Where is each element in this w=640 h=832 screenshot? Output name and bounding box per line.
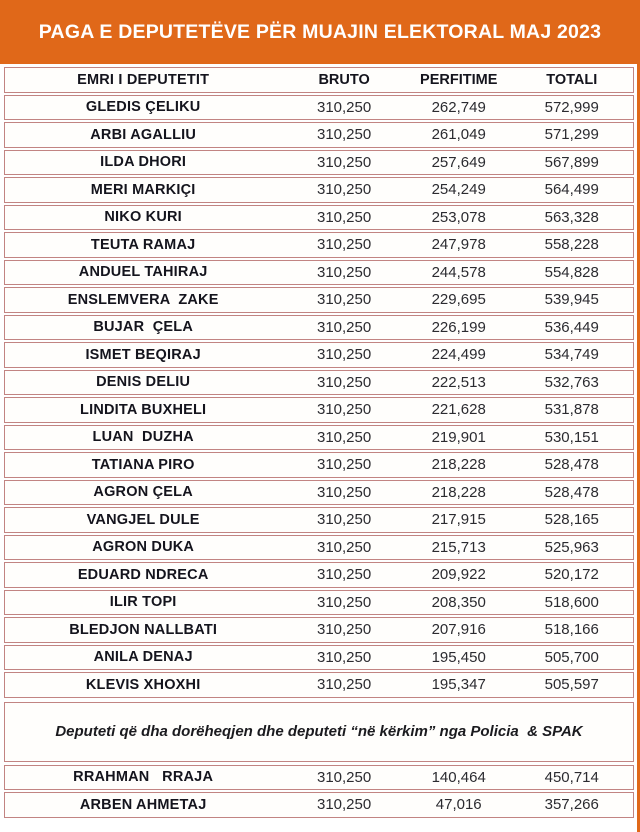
table-row: [4, 562, 634, 588]
deputy-name: ARBI AGALLIU: [90, 126, 197, 143]
bruto-value: 310,250: [316, 236, 372, 254]
bruto-value: 310,250: [316, 676, 372, 694]
bruto-value: 310,250: [316, 291, 372, 309]
totali-value: 528,165: [544, 511, 599, 529]
table-row: [4, 425, 634, 451]
totali-value: 518,166: [544, 621, 599, 639]
bruto-value: 310,250: [316, 98, 372, 116]
deputy-name: ANILA DENAJ: [93, 649, 193, 666]
totali-value: 571,299: [544, 126, 599, 144]
table-row: [4, 507, 634, 533]
bruto-value: 310,250: [316, 648, 372, 666]
perfitime-value: 257,649: [431, 153, 486, 171]
deputy-name: VANGJEL DULE: [86, 511, 200, 528]
deputies-salary-table: [4, 67, 634, 818]
perfitime-value: 218,228: [431, 456, 486, 474]
totali-value: 567,899: [544, 153, 599, 171]
deputy-name: BUJAR ÇELA: [93, 319, 193, 336]
note-text: Deputeti që dha dorëheqjen dhe deputeti “në kërkim” nga Policia & SPAK: [55, 723, 583, 740]
table-row: [4, 535, 634, 561]
bruto-value: 310,250: [316, 483, 372, 501]
table-row: [4, 397, 634, 423]
perfitime-value: 208,350: [431, 593, 486, 611]
perfitime-value: 261,049: [431, 126, 486, 144]
table-row: [4, 122, 634, 148]
bruto-value: 310,250: [316, 153, 372, 171]
totali-value: 539,945: [544, 291, 599, 309]
bruto-value: 310,250: [316, 263, 372, 281]
deputy-name: DENIS DELIU: [96, 374, 191, 391]
bruto-value: 310,250: [316, 318, 372, 336]
column-header-totali: TOTALI: [546, 71, 598, 88]
bruto-value: 310,250: [316, 621, 372, 639]
table-row: [4, 150, 634, 176]
perfitime-value: 222,513: [431, 373, 486, 391]
totali-value: 534,749: [544, 346, 599, 364]
totali-value: 536,449: [544, 318, 599, 336]
table-row: [4, 645, 634, 671]
deputy-name: GLEDIS ÇELIKU: [85, 99, 201, 116]
table-row: [4, 287, 634, 313]
deputy-name: RRAHMAN RRAJA: [73, 769, 214, 786]
deputy-name: ARBEN AHMETAJ: [79, 796, 207, 813]
perfitime-value: 195,347: [431, 676, 486, 694]
bruto-value: 310,250: [316, 593, 372, 611]
table-row: [4, 260, 634, 286]
bruto-value: 310,250: [316, 373, 372, 391]
perfitime-value: 209,922: [431, 566, 486, 584]
bruto-value: 310,250: [316, 428, 372, 446]
perfitime-value: 224,499: [431, 346, 486, 364]
deputy-name: AGRON DUKA: [92, 539, 195, 556]
totali-value: 518,600: [544, 593, 599, 611]
perfitime-value: 221,628: [431, 401, 486, 419]
deputy-name: MERI MARKIÇI: [90, 181, 196, 198]
totali-value: 450,714: [544, 768, 599, 786]
bruto-value: 310,250: [316, 126, 372, 144]
bruto-value: 310,250: [316, 346, 372, 364]
table-row: [4, 590, 634, 616]
table-row: [4, 672, 634, 698]
totali-value: 505,597: [544, 676, 599, 694]
deputy-name: ENSLEMVERA ZAKE: [67, 291, 219, 308]
page-title: PAGA E DEPUTETËVE PËR MUAJIN ELEKTORAL MAJ 2023: [0, 0, 640, 64]
column-header-bruto: BRUTO: [318, 71, 370, 88]
table-row: [4, 617, 634, 643]
totali-value: 563,328: [544, 208, 599, 226]
perfitime-value: 195,450: [431, 648, 486, 666]
table-row: [4, 765, 634, 791]
bruto-value: 310,250: [316, 538, 372, 556]
totali-value: 554,828: [544, 263, 599, 281]
totali-value: 572,999: [544, 98, 599, 116]
bruto-value: 310,250: [316, 511, 372, 529]
deputy-name: KLEVIS XHOXHI: [85, 676, 201, 693]
bruto-value: 310,250: [316, 456, 372, 474]
perfitime-value: 253,078: [431, 208, 486, 226]
totali-value: 357,266: [544, 796, 599, 814]
bruto-value: 310,250: [316, 566, 372, 584]
column-header-perfitime: PERFITIME: [420, 71, 498, 88]
bruto-value: 310,250: [316, 208, 372, 226]
table-extra-body: [4, 765, 634, 818]
deputy-name: AGRON ÇELA: [93, 484, 193, 501]
perfitime-value: 244,578: [431, 263, 486, 281]
deputy-name: LUAN DUZHA: [92, 429, 194, 446]
table-row: [4, 792, 634, 818]
table-header-row: [4, 67, 634, 93]
perfitime-value: 254,249: [431, 181, 486, 199]
totali-value: 564,499: [544, 181, 599, 199]
perfitime-value: 218,228: [431, 483, 486, 501]
bruto-value: 310,250: [316, 401, 372, 419]
table-row: [4, 205, 634, 231]
totali-value: 520,172: [544, 566, 599, 584]
table-row: [4, 480, 634, 506]
totali-value: 531,878: [544, 401, 599, 419]
table-row: [4, 342, 634, 368]
deputy-name: LINDITA BUXHELI: [80, 401, 207, 418]
table-row: [4, 95, 634, 121]
perfitime-value: 229,695: [431, 291, 486, 309]
perfitime-value: 207,916: [431, 621, 486, 639]
totali-value: 528,478: [544, 483, 599, 501]
totali-value: 525,963: [544, 538, 599, 556]
table-row: [4, 232, 634, 258]
totali-value: 530,151: [544, 428, 599, 446]
table-body: [4, 95, 634, 698]
deputy-name: TEUTA RAMAJ: [90, 236, 196, 253]
perfitime-value: 262,749: [431, 98, 486, 116]
totali-value: 532,763: [544, 373, 599, 391]
bruto-value: 310,250: [316, 796, 372, 814]
totali-value: 558,228: [544, 236, 599, 254]
perfitime-value: 219,901: [431, 428, 486, 446]
column-header-emri: EMRI I DEPUTETIT: [77, 71, 210, 88]
perfitime-value: 247,978: [431, 236, 486, 254]
deputy-name: ILIR TOPI: [109, 594, 177, 611]
bruto-value: 310,250: [316, 181, 372, 199]
deputy-name: BLEDJON NALLBATI: [69, 621, 218, 638]
perfitime-value: 215,713: [431, 538, 486, 556]
perfitime-value: 226,199: [431, 318, 486, 336]
perfitime-value: 140,464: [431, 768, 486, 786]
table-row: [4, 370, 634, 396]
table-row: [4, 177, 634, 203]
perfitime-value: 47,016: [435, 796, 482, 814]
table-row: [4, 315, 634, 341]
totali-value: 528,478: [544, 456, 599, 474]
table-row: [4, 452, 634, 478]
deputy-name: TATIANA PIRO: [91, 456, 195, 473]
deputy-name: EDUARD NDRECA: [77, 566, 209, 583]
deputy-name: ANDUEL TAHIRAJ: [78, 264, 208, 281]
deputy-name: ISMET BEQIRAJ: [85, 346, 201, 363]
totali-value: 505,700: [544, 648, 599, 666]
note-row: [4, 702, 634, 762]
bruto-value: 310,250: [316, 768, 372, 786]
perfitime-value: 217,915: [431, 511, 486, 529]
deputy-name: NIKO KURI: [104, 209, 182, 226]
deputy-name: ILDA DHORI: [100, 154, 187, 171]
